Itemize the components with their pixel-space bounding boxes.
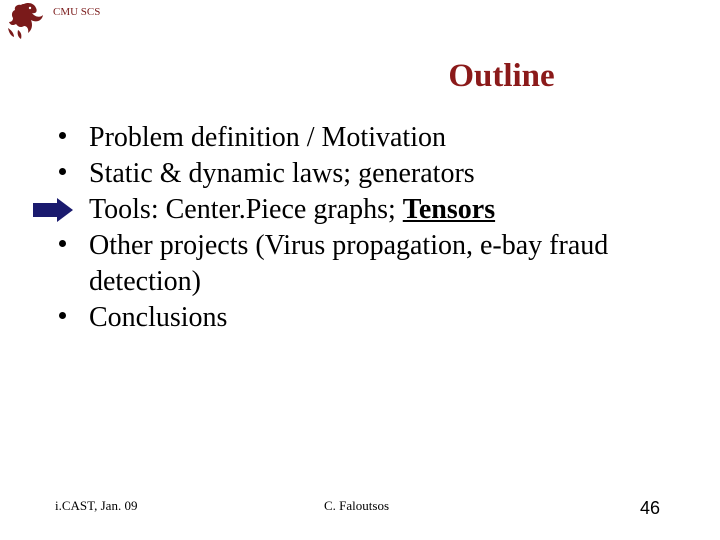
slide-title: Outline [448,58,555,94]
footer-author: C. Faloutsos [324,498,390,513]
bullet-text: Problem definition / Motivation [89,122,446,153]
arrow-right-icon [33,198,73,222]
bullet-dot-icon [59,168,66,175]
footer-event: i.CAST, Jan. 09 [55,498,138,513]
bullet-text: Static & dynamic laws; generators [89,158,475,189]
page-number: 46 [640,498,661,518]
bullet-item [55,156,695,192]
bullet-text-emphasis: Tensors [402,194,496,225]
bullet-item [55,300,695,336]
bullet-item-current [55,192,695,228]
org-label: CMU SCS [53,6,101,18]
bullet-item [55,120,695,156]
bullet-list [55,120,695,336]
bullet-text-plain: Tools: Center.Piece graphs; [89,194,403,225]
dragon-logo-icon [2,0,46,40]
bullet-text [89,192,695,228]
bullet-item [55,228,695,300]
bullet-text: Other projects (Virus propagation, e-bay fraud detection) [89,230,609,297]
bullet-dot-icon [59,240,66,247]
bullet-dot-icon [59,132,66,139]
bullet-dot-icon [59,312,66,319]
bullet-text: Conclusions [89,302,228,333]
